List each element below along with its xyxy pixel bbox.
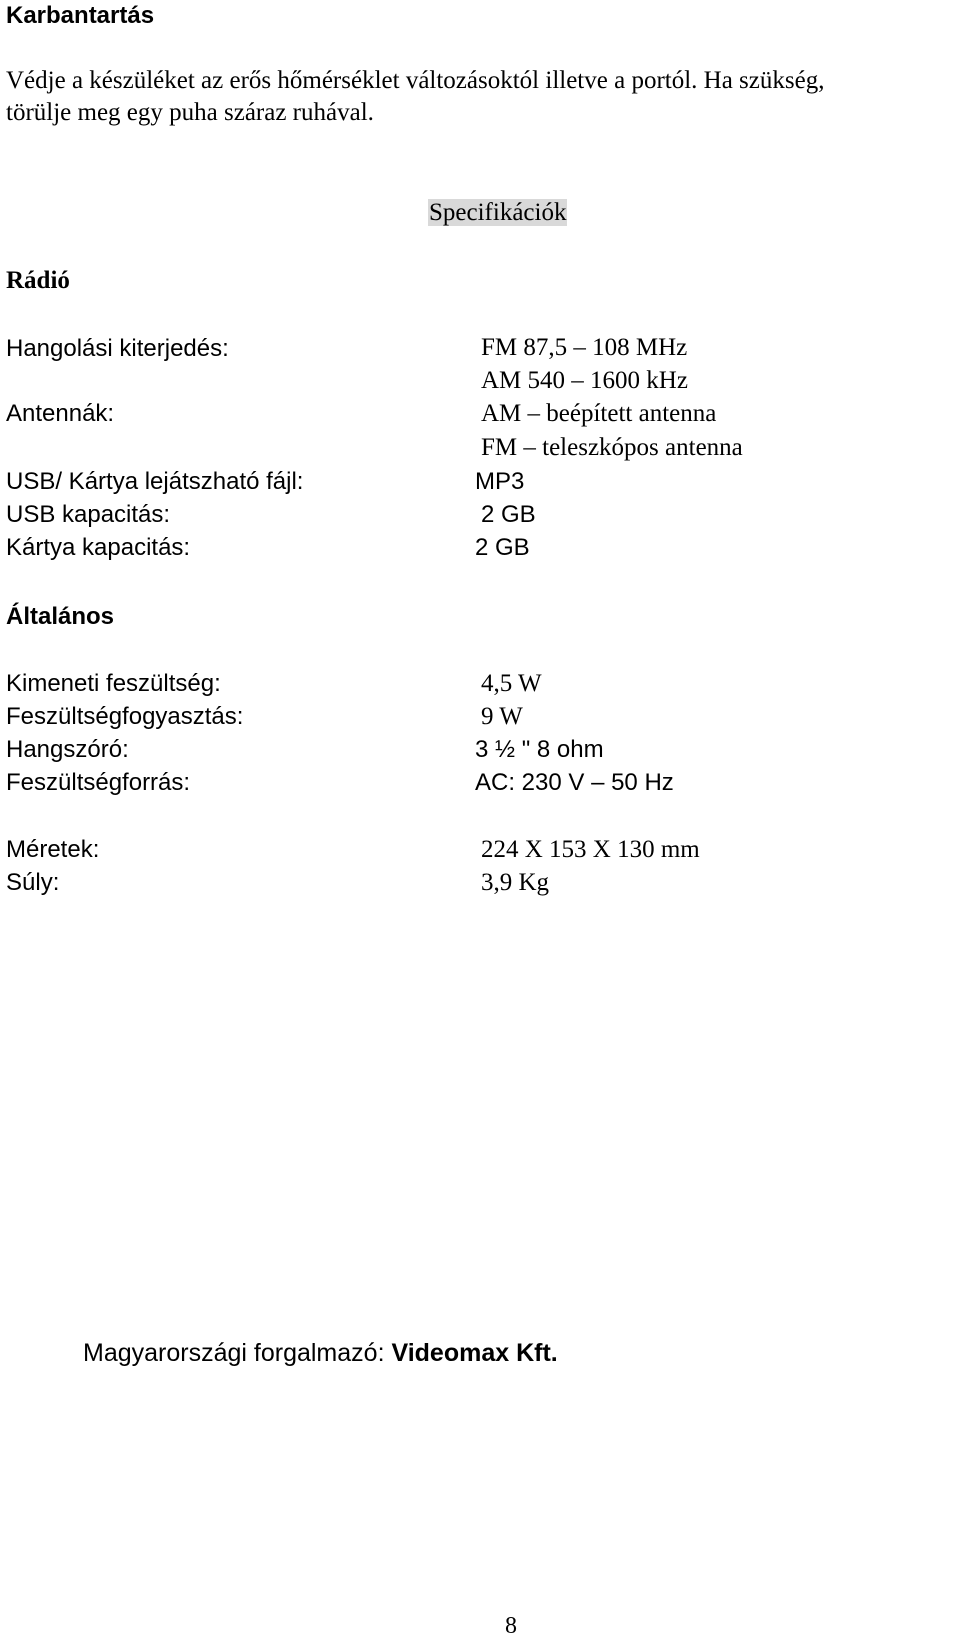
tuning-range-label: Hangolási kiterjedés: (6, 335, 229, 362)
dimensions-value: 224 X 153 X 130 mm (481, 836, 700, 863)
output-power-label: Kimeneti feszültség: (6, 670, 221, 697)
dimensions-label: Méretek: (6, 836, 100, 863)
specifications-title-text: Specifikációk (429, 199, 567, 226)
power-consumption-label: Feszültségfogyasztás: (6, 703, 244, 730)
power-consumption-value: 9 W (481, 703, 523, 730)
distributor-name: Videomax Kft. (391, 1339, 558, 1367)
general-heading: Általános (6, 603, 115, 630)
tuning-range-fm-value: FM 87,5 – 108 MHz (481, 334, 688, 361)
maintenance-heading: Karbantartás (6, 2, 155, 29)
distributor-line (83, 1338, 558, 1368)
antenna-am-value: AM – beépített antenna (481, 400, 717, 427)
speaker-label: Hangszóró: (6, 736, 129, 763)
card-capacity-label: Kártya kapacitás: (6, 534, 191, 561)
antennas-label: Antennák: (6, 400, 115, 427)
power-source-label: Feszültségforrás: (6, 769, 191, 796)
playable-file-label: USB/ Kártya lejátszható fájl: (6, 468, 304, 495)
usb-capacity-value: 2 GB (481, 501, 536, 528)
antenna-fm-value: FM – teleszkópos antenna (481, 434, 743, 461)
maintenance-text-line-2: törülje meg egy puha száraz ruhával. (6, 99, 374, 126)
output-power-value: 4,5 W (481, 670, 542, 697)
speaker-value: 3 ½ " 8 ohm (475, 736, 604, 763)
maintenance-text-line-1: Védje a készüléket az erős hőmérséklet változásoktól illetve a portól. Ha szükség, (6, 67, 825, 94)
power-source-value: AC: 230 V – 50 Hz (475, 769, 674, 796)
card-capacity-value: 2 GB (475, 534, 530, 561)
tuning-range-am-value: AM 540 – 1600 kHz (481, 367, 688, 394)
usb-capacity-label: USB kapacitás: (6, 501, 171, 528)
distributor-label: Magyarországi forgalmazó: (83, 1339, 385, 1367)
radio-heading: Rádió (6, 267, 70, 294)
weight-label: Súly: (6, 869, 60, 896)
specifications-title (428, 198, 567, 228)
weight-value: 3,9 Kg (481, 869, 550, 896)
page-number: 8 (505, 1613, 517, 1639)
playable-file-value: MP3 (475, 468, 525, 495)
